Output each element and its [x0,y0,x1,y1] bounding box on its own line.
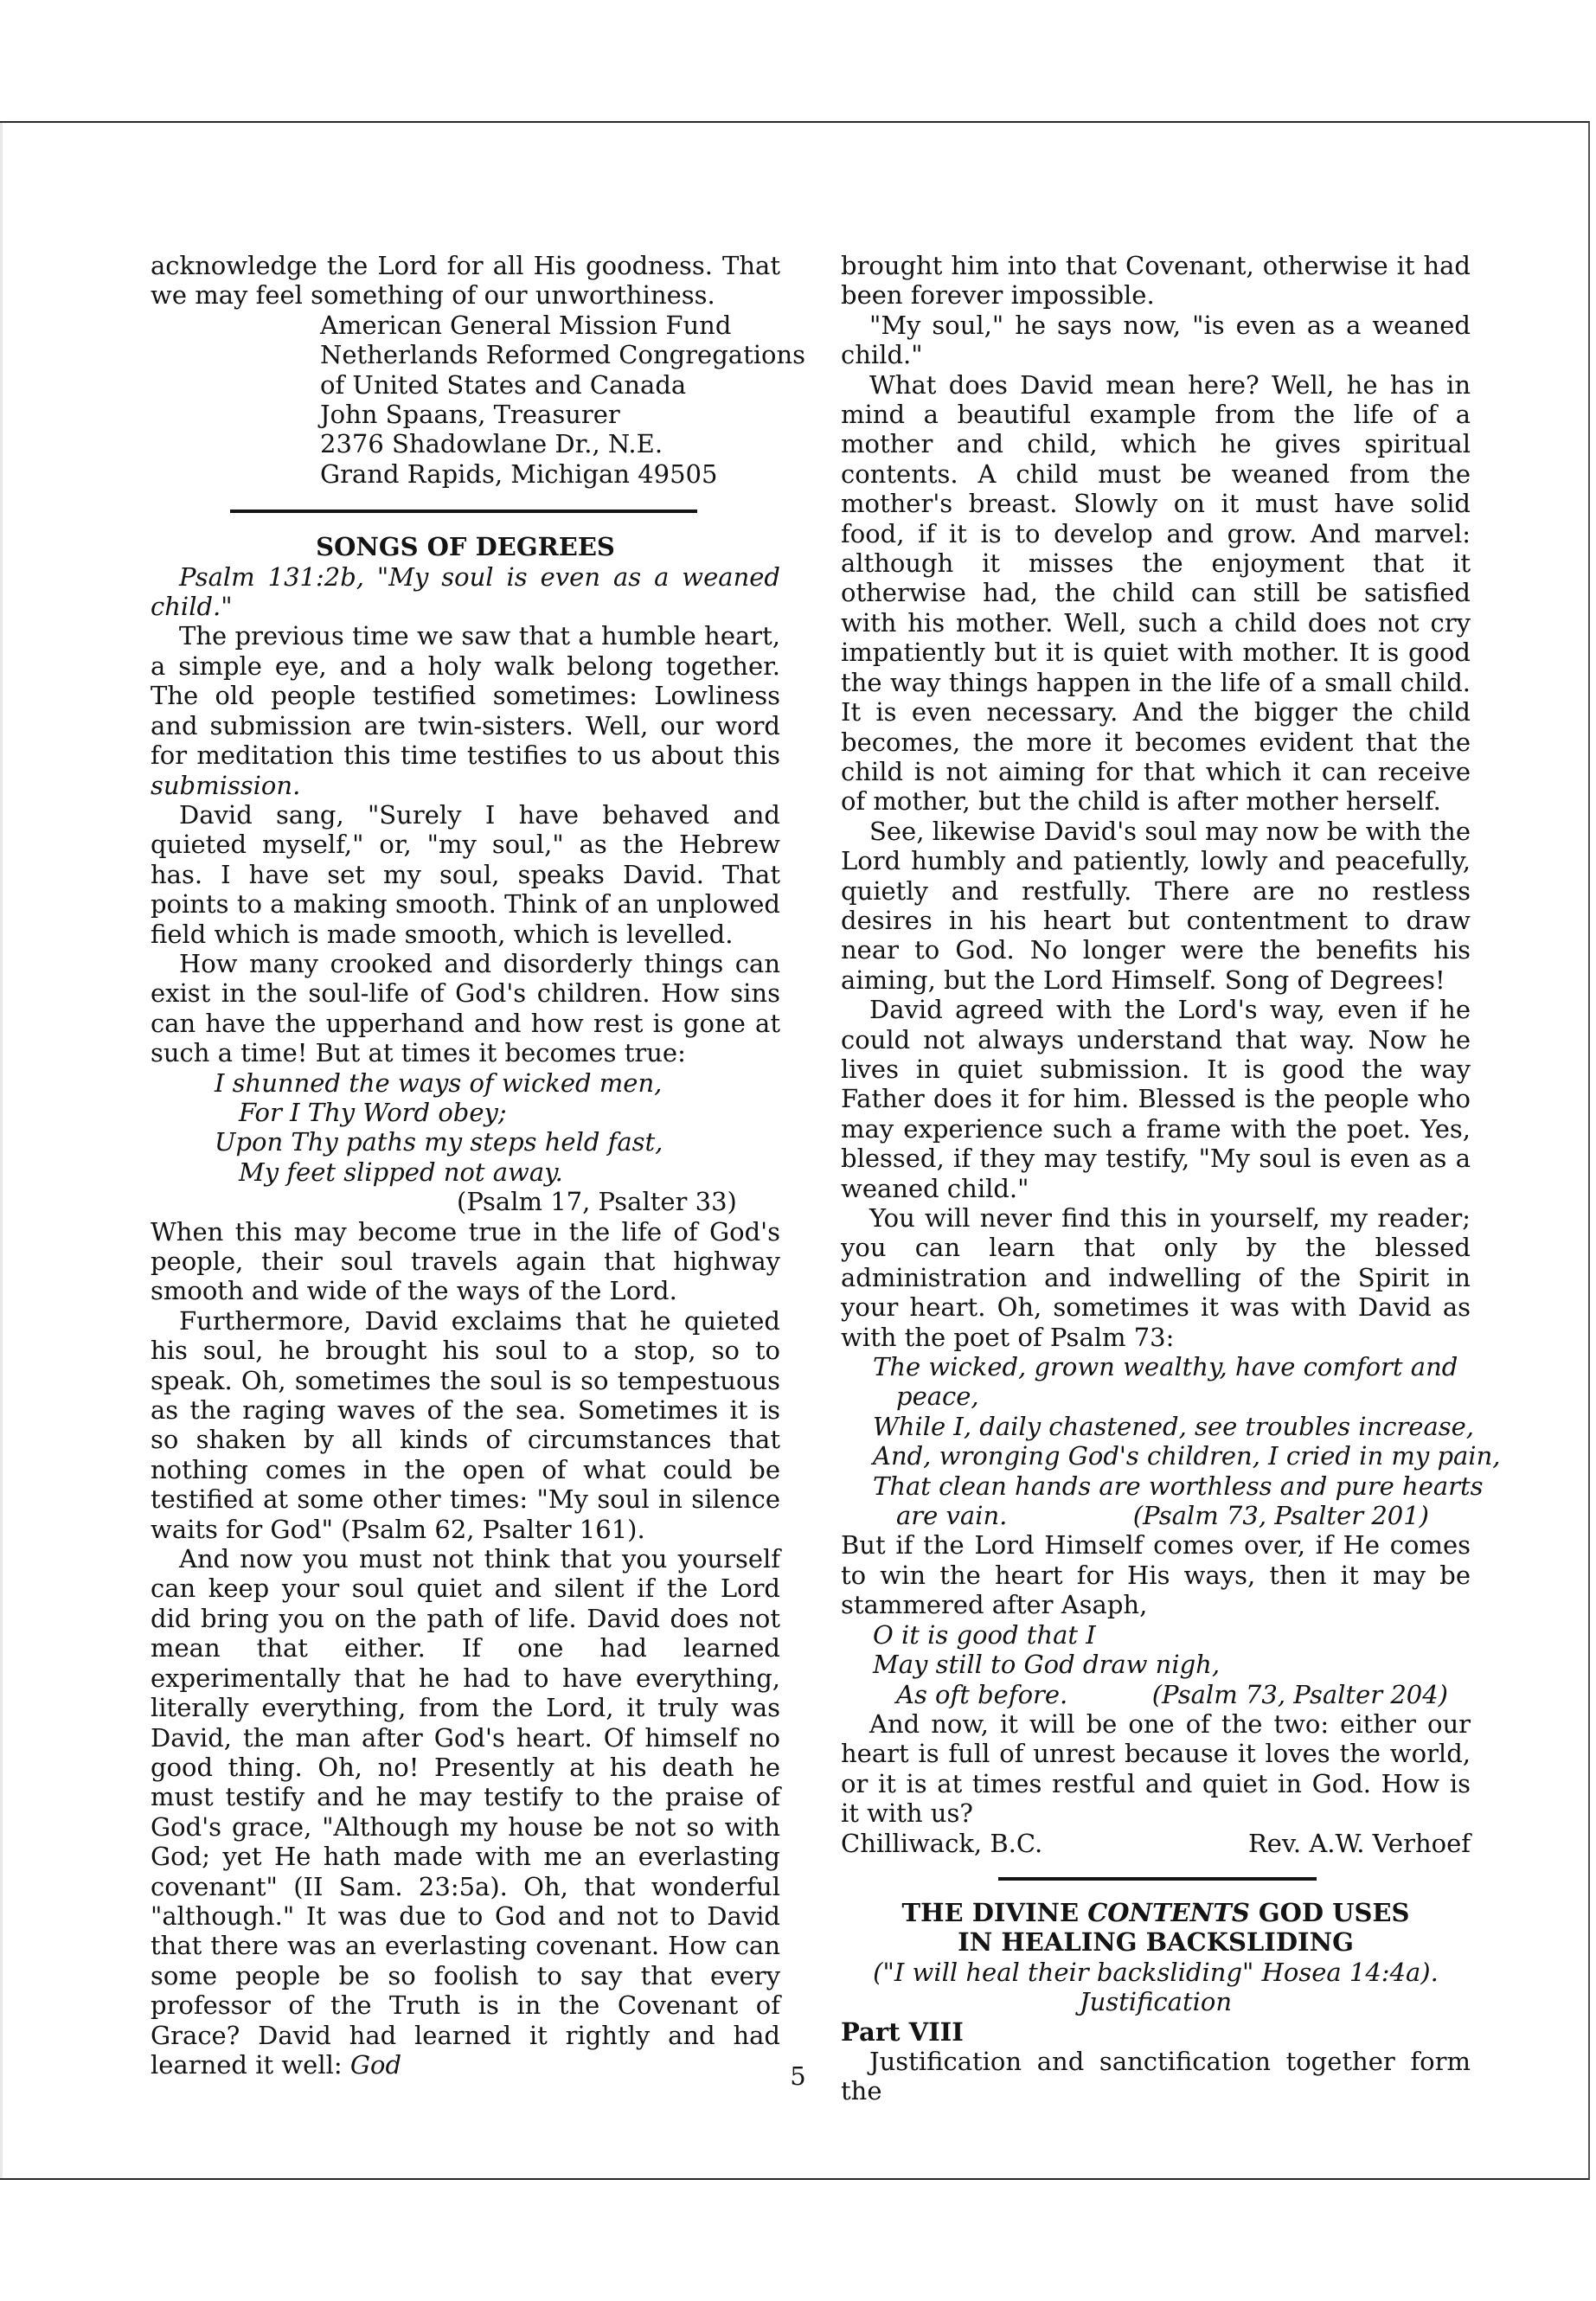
section-divider [998,1877,1317,1881]
signature-place: Chilliwack, B.C. [841,1828,1043,1858]
body-paragraph: And now, it will be one of the two: either our heart is full of unrest because it loves the world, or it is at times restful and quiet in God. How is it with us? [841,1708,1471,1829]
poem-line: The wicked, grown wealthy, have comfort and [873,1352,1458,1382]
body-paragraph: David agreed with the Lord's way, even if he could not always understand that way. Now he lives in quiet submission. It is good the way Father does it for him. Blessed is the people who may experience such a frame with the poet. Yes, blessed, if they may testify, "My soul is even as a weaned child." [841,995,1471,1203]
scripture-reference: ("I will heal their backsliding" Hosea 14:4a). [873,1957,1439,1987]
poem-source: (Psalm 73, Psalter 204) [1151,1679,1448,1709]
poem-line: That clean hands are worthless and pure hearts [873,1471,1484,1501]
opening-paragraph: acknowledge the Lord for all His goodness. That we may feel something of our unworthiness. [151,251,780,311]
poem-line: For I Thy Word obey; [239,1097,507,1127]
poem-source: (Psalm 73, Psalter 201) [1132,1501,1429,1531]
article-title: SONGS OF DEGREES [316,532,615,562]
author-signature [841,1829,1471,1858]
title-emphasis: CONTENTS [1087,1897,1250,1927]
title-text: THE DIVINE [901,1897,1088,1927]
section-divider [230,510,697,513]
body-paragraph: What does David mean here? Well, he has in mind a beautiful example from the life of a mother and child, which he gives spiritual contents. A child must be weaned from the mother's breast. Slowly on it must have solid food, if it is to develop and grow. And marvel: although it misses the enjoyment that it otherwise had, the child can still be satisfied with his mother. Well, such a child does not cry impatiently but it is quiet with mother. It is good the way things happen in the life of a small child. It is even necessary. And the bigger the child becomes, the more it becomes evident that the child is not aiming for that which it can receive of mother, but the child is after mother herself. [841,369,1471,817]
body-paragraph: But if the Lord Himself comes over, if He comes to win the heart for His ways, then it may be stammered after Asaph, [841,1530,1471,1620]
poem-line: O it is good that I [873,1619,1096,1650]
title-text: GOD USES [1249,1897,1410,1927]
poem-line: As oft before. [896,1679,1068,1709]
body-paragraph: You will never find this in yourself, my reader; you can learn that only by the blessed administration and indwelling of the Spirit in your heart. Oh, sometimes it was with David as with the poet of Psalm 73: [841,1203,1471,1352]
psalter-quote [841,1352,1501,1531]
poem-line: My feet slipped not away. [239,1157,563,1187]
body-paragraph: How many crooked and disorderly things can exist in the soul-life of God's children. How sins can have the upperhand and how rest is gone at such a time! But at times it becomes true: [151,948,780,1068]
body-paragraph: When this may become true in the life of God's people, their soul travels again that highway smooth and wide of the ways of the Lord. [151,1216,780,1306]
continuation-paragraph: brought him into that Covenant, otherwise it had been forever impossible. [841,251,1471,311]
psalter-quote [841,1620,1471,1709]
paragraph-text: The previous time we saw that a humble heart, a simple eye, and a holy walk belong together. The old people testified sometimes: Lowliness and submission are twin-sisters. Well, our word for meditation this time testifies to us about this [151,621,780,771]
article-title [841,1898,1471,1927]
address-line: John Spaans, Treasurer [320,400,620,430]
body-paragraph: "My soul," he says now, "is even as a weaned child." [841,310,1471,370]
poem-line: I shunned the ways of wicked men, [215,1067,663,1098]
paragraph-text: And now you must not think that you yourself can keep your soul quiet and silent if the Lord did bring you on the path of life. David does not mean that either. If one had learned experimentally that he had to have everything, literally everything, from the Lord, it truly was David, the man after God's heart. Of himself no good thing. Oh, no! Presently at his death he must testify and he may testify to the praise of God's grace, "Although my house be not so with God; yet He hath made with me an everlasting covenant" (II Sam. 23:5a). Oh, that wonderful "although." It was due to God and not to David that there was an everlasting covenant. How can some people be so foolish to say that every professor of the Truth is in the Covenant of Grace? David had learned it rightly and had learned it well: [151,1544,780,2080]
body-paragraph: Justification and sanctification together form the [841,2046,1471,2106]
body-paragraph [151,621,780,799]
right-column [841,251,1501,2106]
poem-line-with-source [841,1501,1471,1530]
poem-line: peace, [896,1381,979,1412]
body-paragraph: David sang, "Surely I have behaved and quieted myself," or, "my soul," as the Hebrew has. I have set my soul, speaks David. That points to a making smooth. Think of an unplowed field which is made smooth, which is levelled. [151,799,780,949]
address-line: of United States and Canada [320,369,687,400]
poem-line: May still to God draw nigh, [873,1650,1221,1680]
scripture-reference: Psalm 131:2b, "My soul is even as a weaned child." [151,561,780,622]
poem-line: are vain. [896,1501,1008,1531]
article-subtitle: Justification [1079,1987,1233,2017]
mission-fund-address [151,310,806,489]
body-paragraph [151,1544,780,2080]
left-column [151,251,806,2080]
address-line: 2376 Shadowlane Dr., N.E. [320,429,663,459]
poem-line: While I, daily chastened, see troubles increase, [873,1411,1475,1441]
poem-line: Upon Thy paths my steps held fast, [215,1127,663,1157]
address-line: American General Mission Fund [320,310,732,340]
body-paragraph: See, likewise David's soul may now be with the Lord humbly and patiently, lowly and peacefully, quietly and restfully. There are no restless desires in his heart but contentment to draw near to God. No longer were the benefits his aiming, but the Lord Himself. Song of Degrees! [841,816,1471,995]
part-label: Part VIII [841,2016,964,2047]
psalter-quote [151,1068,780,1217]
poem-line-with-source [841,1680,1471,1709]
article-title-line: IN HEALING BACKSLIDING [958,1927,1354,1958]
emphasis-text: submission. [151,770,301,800]
signature-author: Rev. A.W. Verhoef [1247,1828,1471,1858]
poem-line: And, wronging God's children, I cried in my pain, [873,1441,1501,1471]
address-line: Grand Rapids, Michigan 49505 [320,458,718,489]
emphasis-text: God [349,2049,402,2080]
body-paragraph: Furthermore, David exclaims that he quieted his soul, he brought his soul to a stop, so to speak. Oh, sometimes the soul is so tempestuous as the raging waves of the sea. Sometimes it is so shaken by all kinds of circumstances that nothing comes in the open of what could be testified at some other times: "My soul in silence waits for God" (Psalm 62, Psalter 161). [151,1305,780,1544]
address-line: Netherlands Reformed Congregations [320,340,806,370]
poem-source: (Psalm 17, Psalter 33) [457,1187,737,1217]
page-number: 5 [790,2061,806,2091]
